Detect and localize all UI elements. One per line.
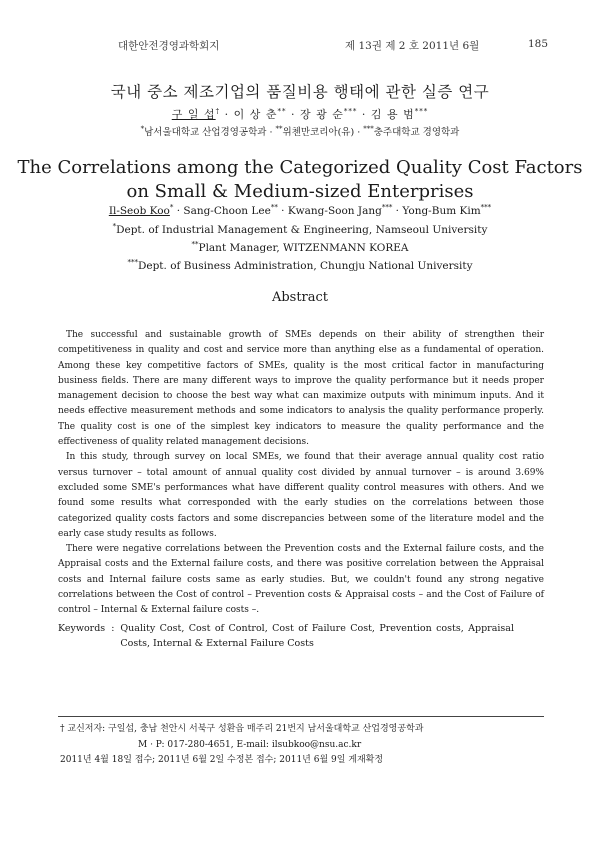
korean-affiliations: *남서울대학교 산업경영공학과 · **위첸만코리아(유) · ***충주대학교 경영학과 [140,124,460,138]
abstract-paragraph-1: The successful and sustainable growth of SMEs depends on their ability of strengthen their competitiveness in quality and cost and service more than anything else as a fundamental of operation. Among these key competitive factors of SMEs, quality is the most critical factor in manufacturing business fields. There are many different ways to improve the quality performance but it needs proper management decision to choose the best way what can maximize outputs with minimum inputs. And it needs effective measurement methods and some indicators to analysis the quality performance properly. The quality cost is one of the simplest key indicators to measure the quality performance and the effectiveness of quality related management decisions. [58,330,544,448]
english-affiliation-2-text: Plant Manager, WITZENMANN KOREA [198,242,409,254]
english-affiliation-3-text: Dept. of Business Administration, Chungju National University [137,260,473,272]
author-mark: *** [414,107,429,116]
english-title [0,156,600,204]
affil-mark: * [112,222,117,231]
english-affiliation-2 [0,242,600,254]
english-author-4: Yong-Bum Kim [402,205,481,217]
english-title-line-1: The Correlations among the Categorized Quality Cost Factors [17,157,583,178]
affil-mark: * [140,124,145,133]
english-title-line-2: on Small & Medium-sized Enterprises [126,181,474,202]
footnotes [60,722,544,769]
author-mark: *** [480,203,492,212]
english-author-3: Kwang-Soon Jang [287,205,382,217]
dagger-mark: † [60,724,65,734]
abstract-heading: Abstract [271,290,329,305]
korean-author-1: 구 일 섭 [171,108,216,121]
keywords-colon: : [111,622,115,634]
keywords [58,621,544,651]
english-affiliation-1-text: Dept. of Industrial Management & Engineering, Namseoul University [116,224,488,236]
issue-info: 제 13권 제 2 호 2011년 6월 [345,40,480,52]
korean-affiliation-2: 위첸만코리아(유) [282,127,355,138]
english-affiliation-3 [0,260,600,272]
journal-name: 대한안전경영과학회지 [118,40,220,52]
author-mark: † [215,107,221,116]
page-number: 185 [528,38,549,50]
author-mark: *** [343,107,358,116]
english-author-1: Il-Seob Koo [108,205,170,217]
correspondence-text: 교신저자: 구일섭, 충남 천안시 서북구 성환읍 매주리 21번지 남서울대학교 산업경영공학과 [67,724,424,734]
affil-mark: *** [363,124,374,133]
korean-author-3: 장 광 순 [300,108,344,121]
english-affiliation-1 [0,224,600,236]
affil-mark: ** [191,240,199,249]
author-mark: *** [381,203,393,212]
korean-authors: 구 일 섭† · 이 상 춘** · 장 광 순*** · 김 용 범*** [171,107,429,121]
english-authors: Il-Seob Koo* · Sang-Choon Lee** · Kwang-Soon Jang*** · Yong-Bum Kim*** [108,203,492,217]
abstract-paragraph-2: In this study, through survey on local SMEs, we found that their average annual quality cost ratio versus turnover – total amount of annual quality cost divided by annual turnover – is around 3.69% excluded some SME's performances what have different quality control measures with others. And we found some results what corresponded with the early studies on the correlations between those categorized quality costs factors and some discrepancies between some of the literature model and the early case study results as follows. [58,452,544,539]
correspondence-footnote [60,722,544,738]
korean-author-2: 이 상 춘 [233,108,278,121]
keywords-label: Keywords [58,622,106,634]
author-mark: ** [277,107,287,116]
affil-mark: *** [127,258,138,267]
abstract-body [58,328,544,651]
contact-info: M · P: 017-280-4651, E-mail: ilsubkoo@nsu.ac.kr [138,739,362,750]
running-head [0,38,600,54]
korean-author-4: 김 용 범 [370,108,415,121]
submission-dates: 2011년 4월 18일 접수; 2011년 6월 2일 수정본 접수; 2011년 6월 9일 게재확정 [60,755,384,765]
footnote-divider [58,716,544,717]
abstract-paragraph-3: There were negative correlations between the Prevention costs and the External failure costs, and the Appraisal costs and the External failure costs, and there was positive correlation between the Appraisal costs and Internal failure costs same as early studies. But, we couldn't found any strong negative correlations between the Cost of control – Prevention costs & Appraisal costs – and the Cost of Failure of control – Internal & External failure costs –. [58,544,544,616]
author-mark: ** [270,203,278,212]
english-author-2: Sang-Choon Lee [183,205,271,217]
author-mark: * [169,203,174,212]
affil-mark: ** [275,124,283,133]
korean-title: 국내 중소 제조기업의 품질비용 행태에 관한 실증 연구 [110,83,490,101]
korean-affiliation-3: 충주대학교 경영학과 [373,127,460,138]
korean-affiliation-1: 남서울대학교 산업경영공학과 [144,127,267,138]
keywords-list: Quality Cost, Cost of Control, Cost of Failure Cost, Prevention costs, Appraisal Costs, Internal & External Failure Costs [120,622,514,649]
